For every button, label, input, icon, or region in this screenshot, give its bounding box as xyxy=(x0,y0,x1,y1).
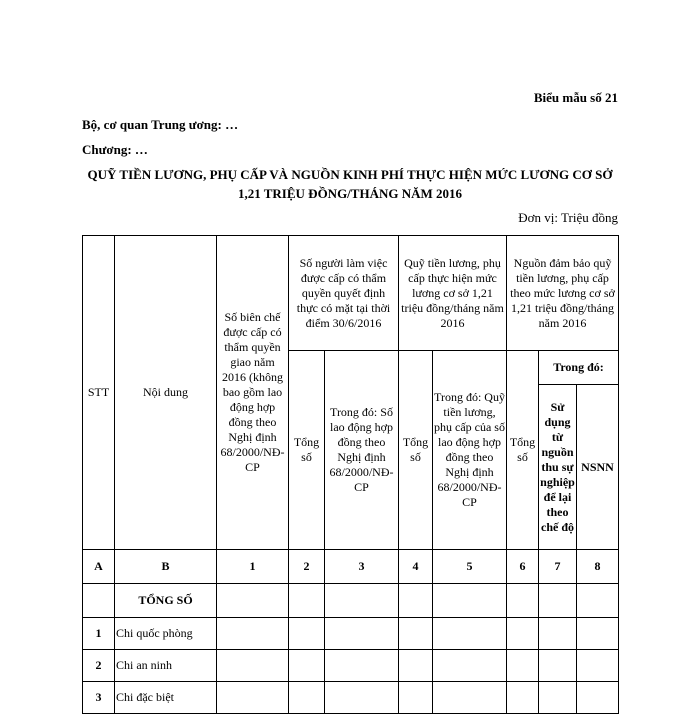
header-stt: STT xyxy=(83,236,115,550)
row-stt: 2 xyxy=(83,650,115,682)
row-stt: 3 xyxy=(83,682,115,714)
header-staff-quota: Số biên chế được cấp có thẩm quyền giao năm 2016 (không bao gồm lao động hợp đồng theo Nghị định 68/2000/NĐ-CP xyxy=(217,236,289,550)
col-code: 5 xyxy=(433,550,507,584)
header-fund-contract: Trong đó: Quỹ tiền lương, phụ cấp của số lao động hợp đồng theo Nghị định 68/2000/NĐ-CP xyxy=(433,351,507,550)
document-title: QUỸ TIỀN LƯƠNG, PHỤ CẤP VÀ NGUỒN KINH PHÍ THỰC HIỆN MỨC LƯƠNG CƠ SỞ 1,21 TRIỆU ĐỒNG/THÁNG NĂM 2016 xyxy=(87,167,613,201)
col-code: 2 xyxy=(289,550,325,584)
row-content: Chi quốc phòng xyxy=(115,618,217,650)
header-workers: Số người làm việc được cấp có thẩm quyền quyết định thực có mặt tại thời điểm 30/6/2016 xyxy=(289,236,399,351)
header-nsnn: NSNN xyxy=(577,385,619,550)
header-total-workers: Tổng số xyxy=(289,351,325,550)
col-code: 4 xyxy=(399,550,433,584)
ministry-label: Bộ, cơ quan Trung ương: … xyxy=(82,117,239,132)
header-funding: Nguồn đảm bảo quỹ tiền lương, phụ cấp theo mức lương cơ sở 1,21 triệu đồng/tháng năm 2016 xyxy=(507,236,619,351)
col-code: 8 xyxy=(577,550,619,584)
col-code: 1 xyxy=(217,550,289,584)
col-code: B xyxy=(115,550,217,584)
row-content: Chi an ninh xyxy=(115,650,217,682)
row-content: Chi đặc biệt xyxy=(115,682,217,714)
header-salary-fund: Quỹ tiền lương, phụ cấp thực hiện mức lương cơ sở 1,21 triệu đồng/tháng năm 2016 xyxy=(399,236,507,351)
table-row xyxy=(83,682,619,714)
chapter-label: Chương: … xyxy=(82,142,148,157)
row-stt xyxy=(83,584,115,618)
row-stt: 1 xyxy=(83,618,115,650)
header-revenue: Sử dụng từ nguồn thu sự nghiệp để lại theo chế độ xyxy=(539,385,577,550)
header-of-which: Trong đó: xyxy=(539,351,619,385)
col-code: 7 xyxy=(539,550,577,584)
table-row xyxy=(83,650,619,682)
header-total-funding: Tổng số xyxy=(507,351,539,550)
header-content: Nội dung xyxy=(115,236,217,550)
col-code: 3 xyxy=(325,550,399,584)
header-workers-contract: Trong đó: Số lao động hợp đồng theo Nghị định 68/2000/NĐ-CP xyxy=(325,351,399,550)
table-row xyxy=(83,584,619,618)
col-code: 6 xyxy=(507,550,539,584)
header-total-fund: Tổng số xyxy=(399,351,433,550)
row-content: TỔNG SỐ xyxy=(115,584,217,618)
col-code: A xyxy=(83,550,115,584)
column-code-row xyxy=(83,550,619,584)
unit-label: Đơn vị: Triệu đồng xyxy=(518,210,618,225)
form-number: Biểu mẫu số 21 xyxy=(533,90,618,105)
table-row xyxy=(83,618,619,650)
salary-fund-table xyxy=(82,235,619,714)
